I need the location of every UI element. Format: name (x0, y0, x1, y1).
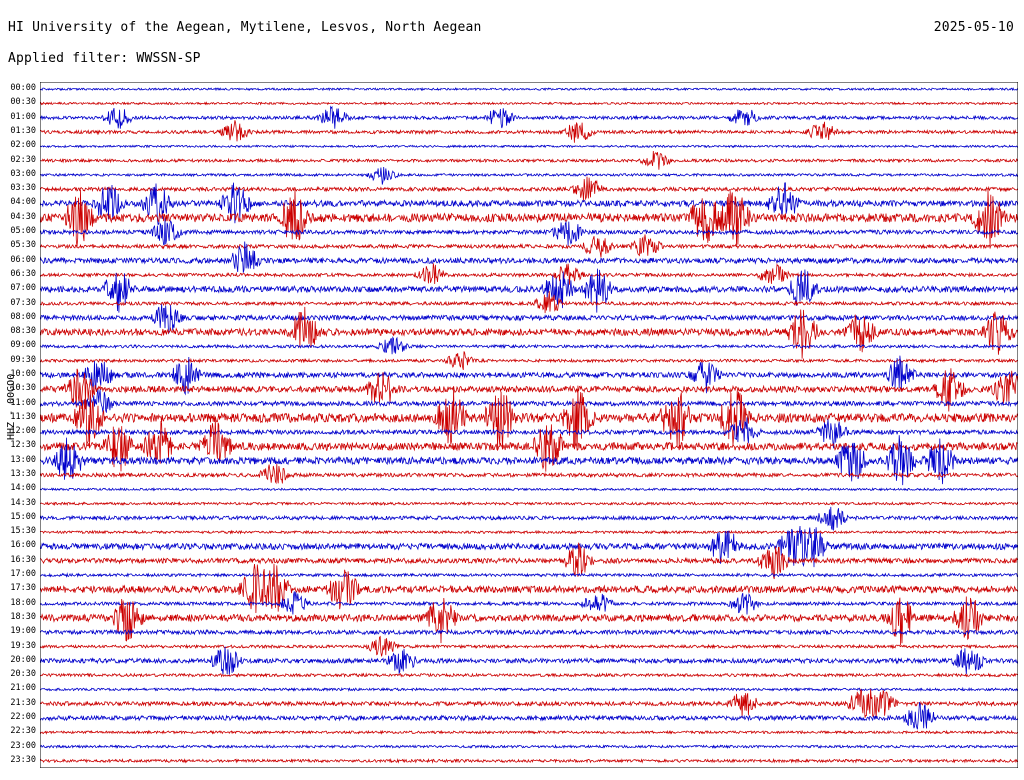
time-tick-label: 07:30 (10, 297, 36, 308)
trace-row (40, 630, 1018, 634)
helicorder-plot (40, 82, 1018, 768)
time-tick-label: 11:00 (10, 397, 36, 408)
time-tick-label: 08:00 (10, 311, 36, 322)
time-tick-label: 08:30 (10, 326, 36, 337)
trace-row (40, 637, 1018, 657)
time-tick-label: 16:00 (10, 540, 36, 551)
time-tick-label: 22:00 (10, 711, 36, 722)
trace-row (40, 351, 1018, 369)
trace-row (40, 591, 1018, 614)
trace-row (40, 107, 1018, 129)
time-tick-label: 15:30 (10, 526, 36, 537)
time-tick-label: 16:30 (10, 554, 36, 565)
time-tick-label: 00:00 (10, 83, 36, 94)
time-tick-label: 19:30 (10, 640, 36, 651)
time-tick-label: 09:00 (10, 340, 36, 351)
time-tick-label: 23:00 (10, 740, 36, 751)
trace-row (40, 646, 1018, 674)
time-tick-label: 00:30 (10, 97, 36, 108)
trace-row (40, 688, 1018, 690)
time-tick-label: 12:30 (10, 440, 36, 451)
time-tick-label: 01:30 (10, 126, 36, 137)
trace-row (40, 88, 1018, 90)
time-tick-label: 13:00 (10, 454, 36, 465)
trace-row (40, 674, 1018, 677)
trace-row (40, 389, 1018, 412)
time-tick-label: 14:00 (10, 483, 36, 494)
trace-row (40, 307, 1018, 359)
time-tick-label: 10:30 (10, 383, 36, 394)
time-tick-label: 21:00 (10, 683, 36, 694)
trace-row (40, 502, 1018, 504)
trace-row (40, 189, 1018, 247)
time-tick-label: 10:00 (10, 368, 36, 379)
trace-row (40, 488, 1018, 490)
time-tick-label: 03:30 (10, 183, 36, 194)
trace-row (40, 689, 1018, 718)
time-tick-label: 04:30 (10, 211, 36, 222)
time-tick-label: 01:00 (10, 111, 36, 122)
trace-row (40, 263, 1018, 284)
time-tick-label: 17:00 (10, 569, 36, 580)
trace-row (40, 464, 1018, 484)
time-tick-label: 02:30 (10, 154, 36, 165)
time-tick-label: 11:30 (10, 411, 36, 422)
time-tick-label: 06:30 (10, 268, 36, 279)
trace-row (40, 731, 1018, 733)
trace-row (40, 745, 1018, 747)
time-tick-label: 17:30 (10, 583, 36, 594)
time-tick-label: 18:00 (10, 597, 36, 608)
trace-row (40, 702, 1018, 729)
time-tick-labels (0, 82, 38, 768)
time-tick-label: 02:00 (10, 140, 36, 151)
time-tick-label: 20:30 (10, 669, 36, 680)
time-tick-label: 04:00 (10, 197, 36, 208)
trace-row (40, 291, 1018, 313)
trace-row (40, 177, 1018, 201)
time-tick-label: 15:00 (10, 511, 36, 522)
time-tick-label: 12:00 (10, 426, 36, 437)
trace-row (40, 167, 1018, 185)
time-tick-label: 13:30 (10, 469, 36, 480)
record-date: 2025-05-10 (933, 20, 1014, 35)
trace-row (40, 759, 1018, 762)
trace-row (40, 507, 1018, 531)
trace-row (40, 386, 1018, 450)
trace-row (40, 304, 1018, 333)
trace-row (40, 420, 1018, 472)
trace-row (40, 151, 1018, 170)
time-tick-label: 05:00 (10, 226, 36, 237)
applied-filter-label: Applied filter: WWSSN-SP (8, 51, 201, 66)
trace-row (40, 234, 1018, 257)
trace-row (40, 435, 1018, 485)
trace-row (40, 120, 1018, 142)
time-tick-label: 05:30 (10, 240, 36, 251)
time-tick-label: 21:30 (10, 697, 36, 708)
time-tick-label: 19:00 (10, 626, 36, 637)
time-tick-label: 07:00 (10, 283, 36, 294)
trace-row (40, 242, 1018, 273)
time-tick-label: 06:00 (10, 254, 36, 265)
y-axis-label-text: HHZ - 00GO0 (6, 373, 17, 440)
trace-row (40, 145, 1018, 147)
plot-frame (40, 82, 1018, 768)
trace-row (40, 531, 1018, 533)
time-tick-label: 09:30 (10, 354, 36, 365)
time-tick-label: 18:30 (10, 611, 36, 622)
trace-row (40, 218, 1018, 245)
time-tick-label: 03:00 (10, 168, 36, 179)
time-tick-label: 23:30 (10, 754, 36, 765)
page-title: HI University of the Aegean, Mytilene, Lesvos, North Aegean (8, 20, 482, 35)
trace-row (40, 574, 1018, 577)
time-tick-label: 20:00 (10, 654, 36, 665)
time-tick-label: 14:30 (10, 497, 36, 508)
trace-row (40, 102, 1018, 104)
time-tick-label: 22:30 (10, 726, 36, 737)
